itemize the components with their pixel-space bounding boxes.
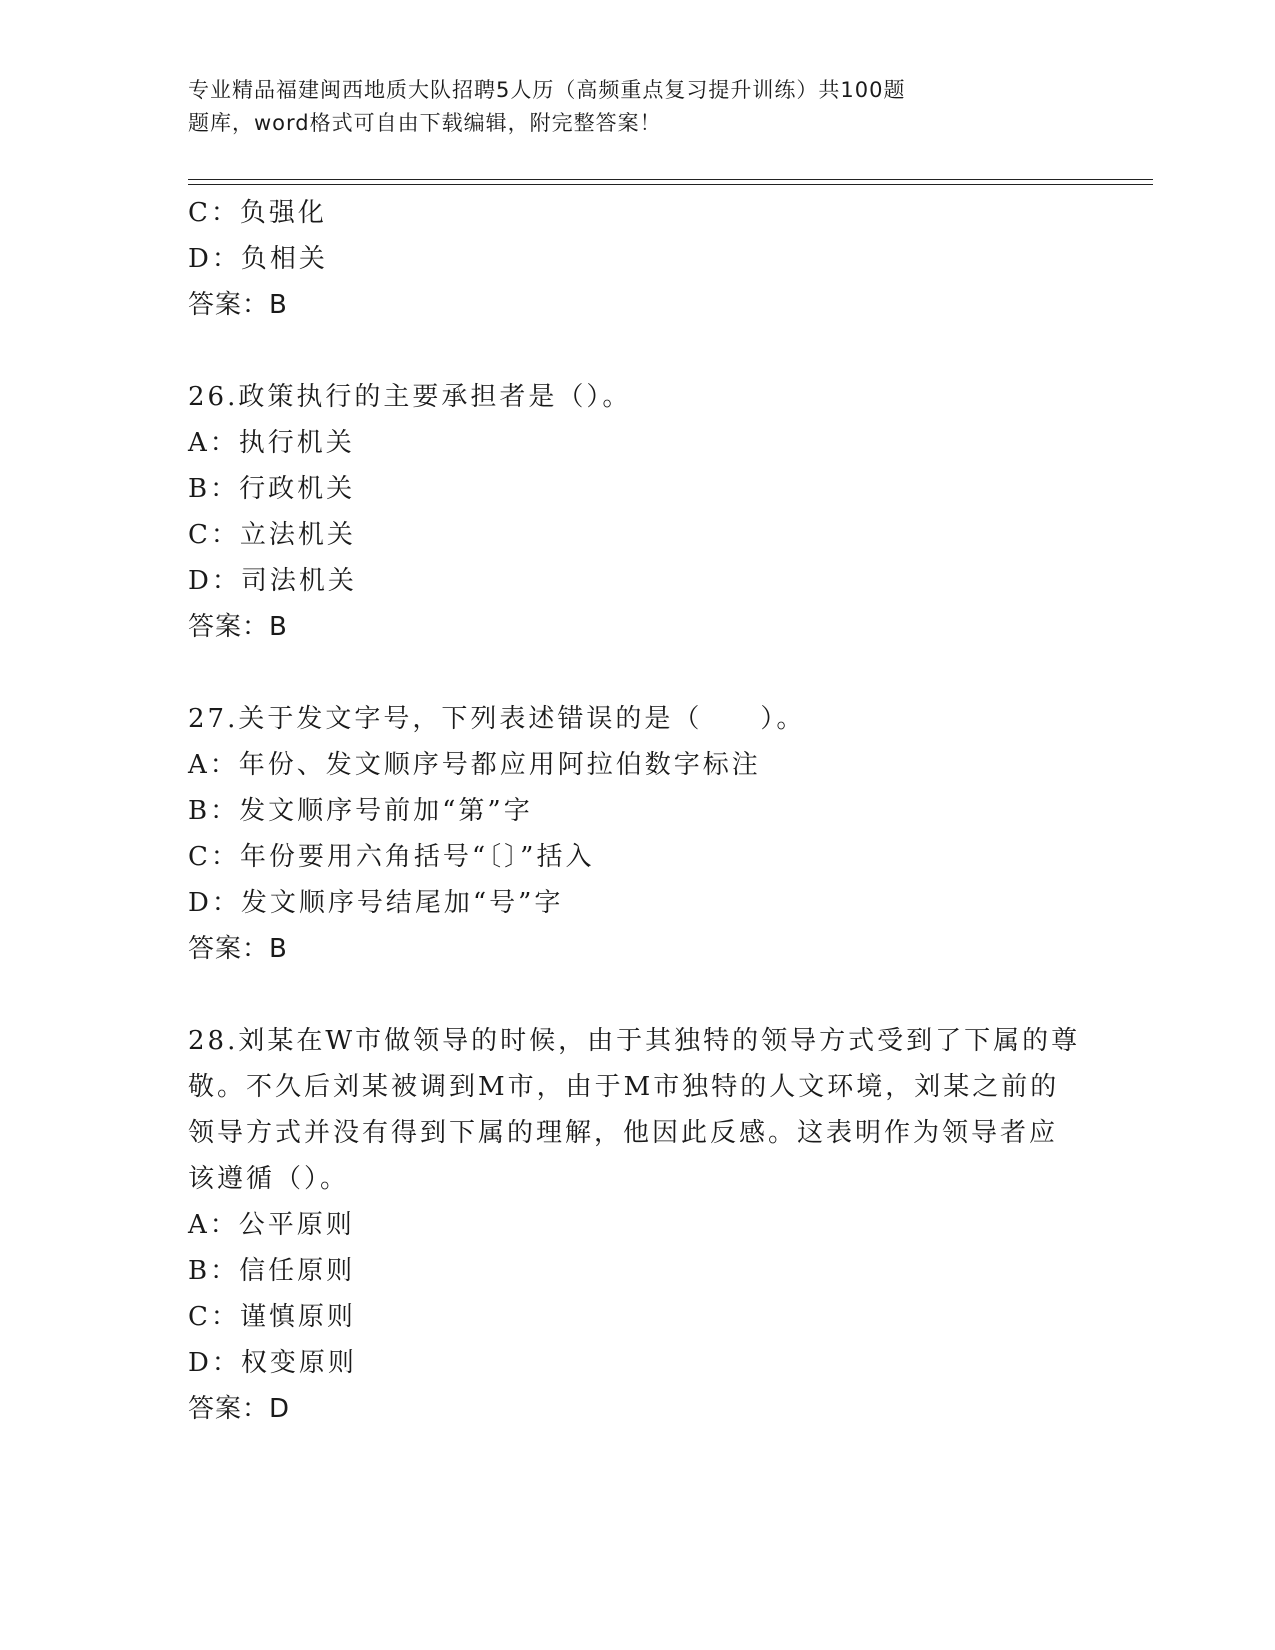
option-d: D：权变原则 [188, 1348, 357, 1378]
question-stem-line-4: 该遵循（）。 [188, 1164, 350, 1194]
question-stem-line-2: 敬。不久后刘某被调到M市，由于M市独特的人文环境，刘某之前的 [188, 1072, 1060, 1102]
spacer [188, 328, 1088, 374]
option-d: D：负相关 [188, 244, 328, 274]
question-27 [188, 696, 1088, 972]
option-a: A：公平原则 [188, 1210, 355, 1240]
question-content [188, 190, 1088, 1432]
question-stem: 27.关于发文字号，下列表述错误的是（ ）。 [188, 704, 806, 734]
header-divider-top [188, 179, 1153, 180]
option-b: B：发文顺序号前加“第”字 [188, 796, 533, 826]
spacer [188, 972, 1088, 1018]
header-title-line-1: 专业精品福建闽西地质大队招聘5人历（高频重点复习提升训练）共100题 [188, 78, 906, 102]
question-stem: 26.政策执行的主要承担者是（）。 [188, 382, 632, 412]
page-header [188, 74, 1068, 140]
question-25-tail [188, 190, 1088, 328]
option-c: C：谨慎原则 [188, 1302, 356, 1332]
question-26 [188, 374, 1088, 650]
option-c: C：年份要用六角括号“〔〕”括入 [188, 842, 595, 872]
answer-line: 答案：D [188, 1394, 291, 1424]
question-28 [188, 1018, 1088, 1432]
option-d: D：司法机关 [188, 566, 357, 596]
option-c: C：立法机关 [188, 520, 356, 550]
option-a: A：执行机关 [188, 428, 355, 458]
option-b: B：行政机关 [188, 474, 356, 504]
answer-line: 答案：B [188, 934, 288, 964]
option-a: A：年份、发文顺序号都应用阿拉伯数字标注 [188, 750, 761, 780]
question-stem-line-3: 领导方式并没有得到下属的理解，他因此反感。这表明作为领导者应 [188, 1118, 1059, 1148]
header-divider-bottom [188, 184, 1153, 185]
option-c: C：负强化 [188, 198, 327, 228]
spacer [188, 650, 1088, 696]
option-d: D：发文顺序号结尾加“号”字 [188, 888, 564, 918]
answer-line: 答案：B [188, 612, 288, 642]
question-stem-line-1: 28.刘某在W市做领导的时候，由于其独特的领导方式受到了下属的尊 [188, 1026, 1081, 1056]
option-b: B：信任原则 [188, 1256, 356, 1286]
header-title-line-2: 题库，word格式可自由下载编辑，附完整答案！ [188, 111, 662, 135]
answer-line: 答案：B [188, 290, 288, 320]
